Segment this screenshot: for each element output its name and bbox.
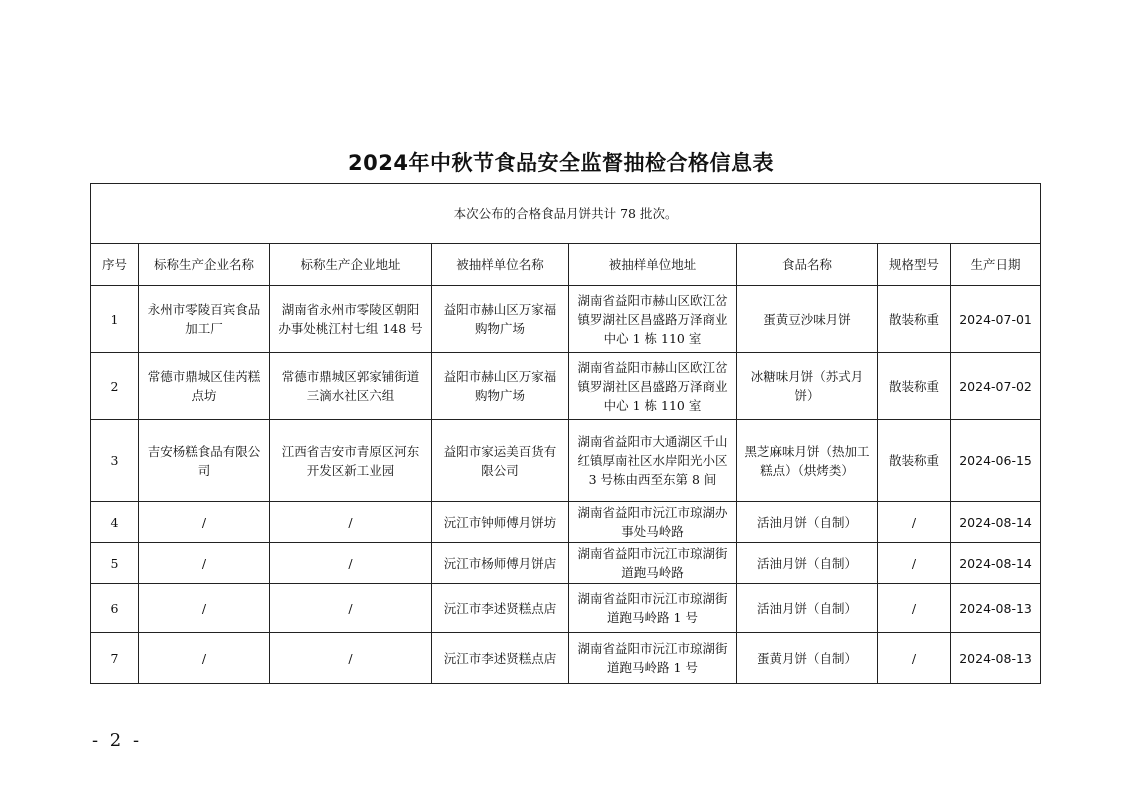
cell-spec: 散装称重 (878, 286, 951, 353)
header-row (91, 244, 1041, 286)
cell-sampled-unit-address: 湖南省益阳市赫山区欧江岔镇罗湖社区昌盛路万泽商业中心 1 栋 110 室 (569, 286, 737, 353)
document-title: 2024年中秋节食品安全监督抽检合格信息表 (348, 151, 774, 175)
cell-food-name: 黑芝麻味月饼（热加工糕点）（烘烤类） (737, 420, 878, 502)
cell-producer-address: / (270, 543, 432, 584)
header-producer-name: 标称生产企业名称 (139, 244, 270, 286)
cell-spec: 散装称重 (878, 420, 951, 502)
cell-food-name: 蛋黄月饼（自制） (737, 633, 878, 684)
cell-producer-address: 江西省吉安市青原区河东开发区新工业园 (270, 420, 432, 502)
cell-sampled-unit-address: 湖南省益阳市沅江市琼湖街道跑马岭路 1 号 (569, 584, 737, 633)
cell-sampled-unit-name: 沅江市李述贤糕点店 (432, 633, 569, 684)
header-spec: 规格型号 (878, 244, 951, 286)
cell-spec: / (878, 584, 951, 633)
cell-spec: 散装称重 (878, 353, 951, 420)
cell-spec: / (878, 502, 951, 543)
cell-producer-address: / (270, 584, 432, 633)
table-row (91, 353, 1041, 420)
cell-food-name: 蛋黄豆沙味月饼 (737, 286, 878, 353)
cell-sampled-unit-address: 湖南省益阳市沅江市琼湖办事处马岭路 (569, 502, 737, 543)
cell-sampled-unit-name: 益阳市赫山区万家福购物广场 (432, 286, 569, 353)
cell-production-date: 2024-08-13 (951, 584, 1041, 633)
header-index: 序号 (91, 244, 139, 286)
table-row (91, 543, 1041, 584)
cell-sampled-unit-name: 沅江市钟师傅月饼坊 (432, 502, 569, 543)
cell-sampled-unit-name: 沅江市杨师傅月饼店 (432, 543, 569, 584)
notice-text: 本次公布的合格食品月饼共计 78 批次。 (91, 184, 1041, 244)
cell-producer-name: / (139, 584, 270, 633)
cell-production-date: 2024-07-01 (951, 286, 1041, 353)
header-producer-address: 标称生产企业地址 (270, 244, 432, 286)
cell-index: 1 (91, 286, 139, 353)
cell-index: 6 (91, 584, 139, 633)
cell-sampled-unit-address: 湖南省益阳市沅江市琼湖街道跑马岭路 (569, 543, 737, 584)
table-row (91, 286, 1041, 353)
cell-producer-address: / (270, 633, 432, 684)
table-row (91, 420, 1041, 502)
cell-sampled-unit-address: 湖南省益阳市大通湖区千山红镇厚南社区水岸阳光小区 3 号栋由西至东第 8 间 (569, 420, 737, 502)
cell-spec: / (878, 543, 951, 584)
table-row (91, 502, 1041, 543)
cell-producer-name: 常德市鼎城区佳芮糕点坊 (139, 353, 270, 420)
notice-row (91, 184, 1041, 244)
cell-food-name: 活油月饼（自制） (737, 543, 878, 584)
cell-sampled-unit-address: 湖南省益阳市沅江市琼湖街道跑马岭路 1 号 (569, 633, 737, 684)
cell-producer-name: 永州市零陵百宾食品加工厂 (139, 286, 270, 353)
cell-production-date: 2024-07-02 (951, 353, 1041, 420)
cell-producer-address: / (270, 502, 432, 543)
table-row (91, 584, 1041, 633)
cell-sampled-unit-name: 益阳市家运美百货有限公司 (432, 420, 569, 502)
cell-index: 4 (91, 502, 139, 543)
cell-index: 3 (91, 420, 139, 502)
cell-sampled-unit-name: 益阳市赫山区万家福购物广场 (432, 353, 569, 420)
cell-production-date: 2024-08-14 (951, 502, 1041, 543)
cell-sampled-unit-address: 湖南省益阳市赫山区欧江岔镇罗湖社区昌盛路万泽商业中心 1 栋 110 室 (569, 353, 737, 420)
table-row (91, 633, 1041, 684)
cell-sampled-unit-name: 沅江市李述贤糕点店 (432, 584, 569, 633)
header-sampled-unit-name: 被抽样单位名称 (432, 244, 569, 286)
header-sampled-unit-address: 被抽样单位地址 (569, 244, 737, 286)
inspection-table (90, 183, 1041, 684)
header-production-date: 生产日期 (951, 244, 1041, 286)
cell-producer-address: 湖南省永州市零陵区朝阳办事处桃江村七组 148 号 (270, 286, 432, 353)
cell-producer-name: / (139, 502, 270, 543)
header-food-name: 食品名称 (737, 244, 878, 286)
cell-production-date: 2024-08-14 (951, 543, 1041, 584)
cell-spec: / (878, 633, 951, 684)
cell-production-date: 2024-06-15 (951, 420, 1041, 502)
page-number: - 2 - (92, 730, 143, 751)
cell-producer-name: 吉安杨糕食品有限公司 (139, 420, 270, 502)
cell-producer-name: / (139, 543, 270, 584)
cell-index: 2 (91, 353, 139, 420)
cell-producer-address: 常德市鼎城区郭家铺街道三滴水社区六组 (270, 353, 432, 420)
cell-production-date: 2024-08-13 (951, 633, 1041, 684)
cell-index: 5 (91, 543, 139, 584)
cell-producer-name: / (139, 633, 270, 684)
cell-food-name: 活油月饼（自制） (737, 502, 878, 543)
cell-food-name: 冰糖味月饼（苏式月饼） (737, 353, 878, 420)
cell-food-name: 活油月饼（自制） (737, 584, 878, 633)
cell-index: 7 (91, 633, 139, 684)
